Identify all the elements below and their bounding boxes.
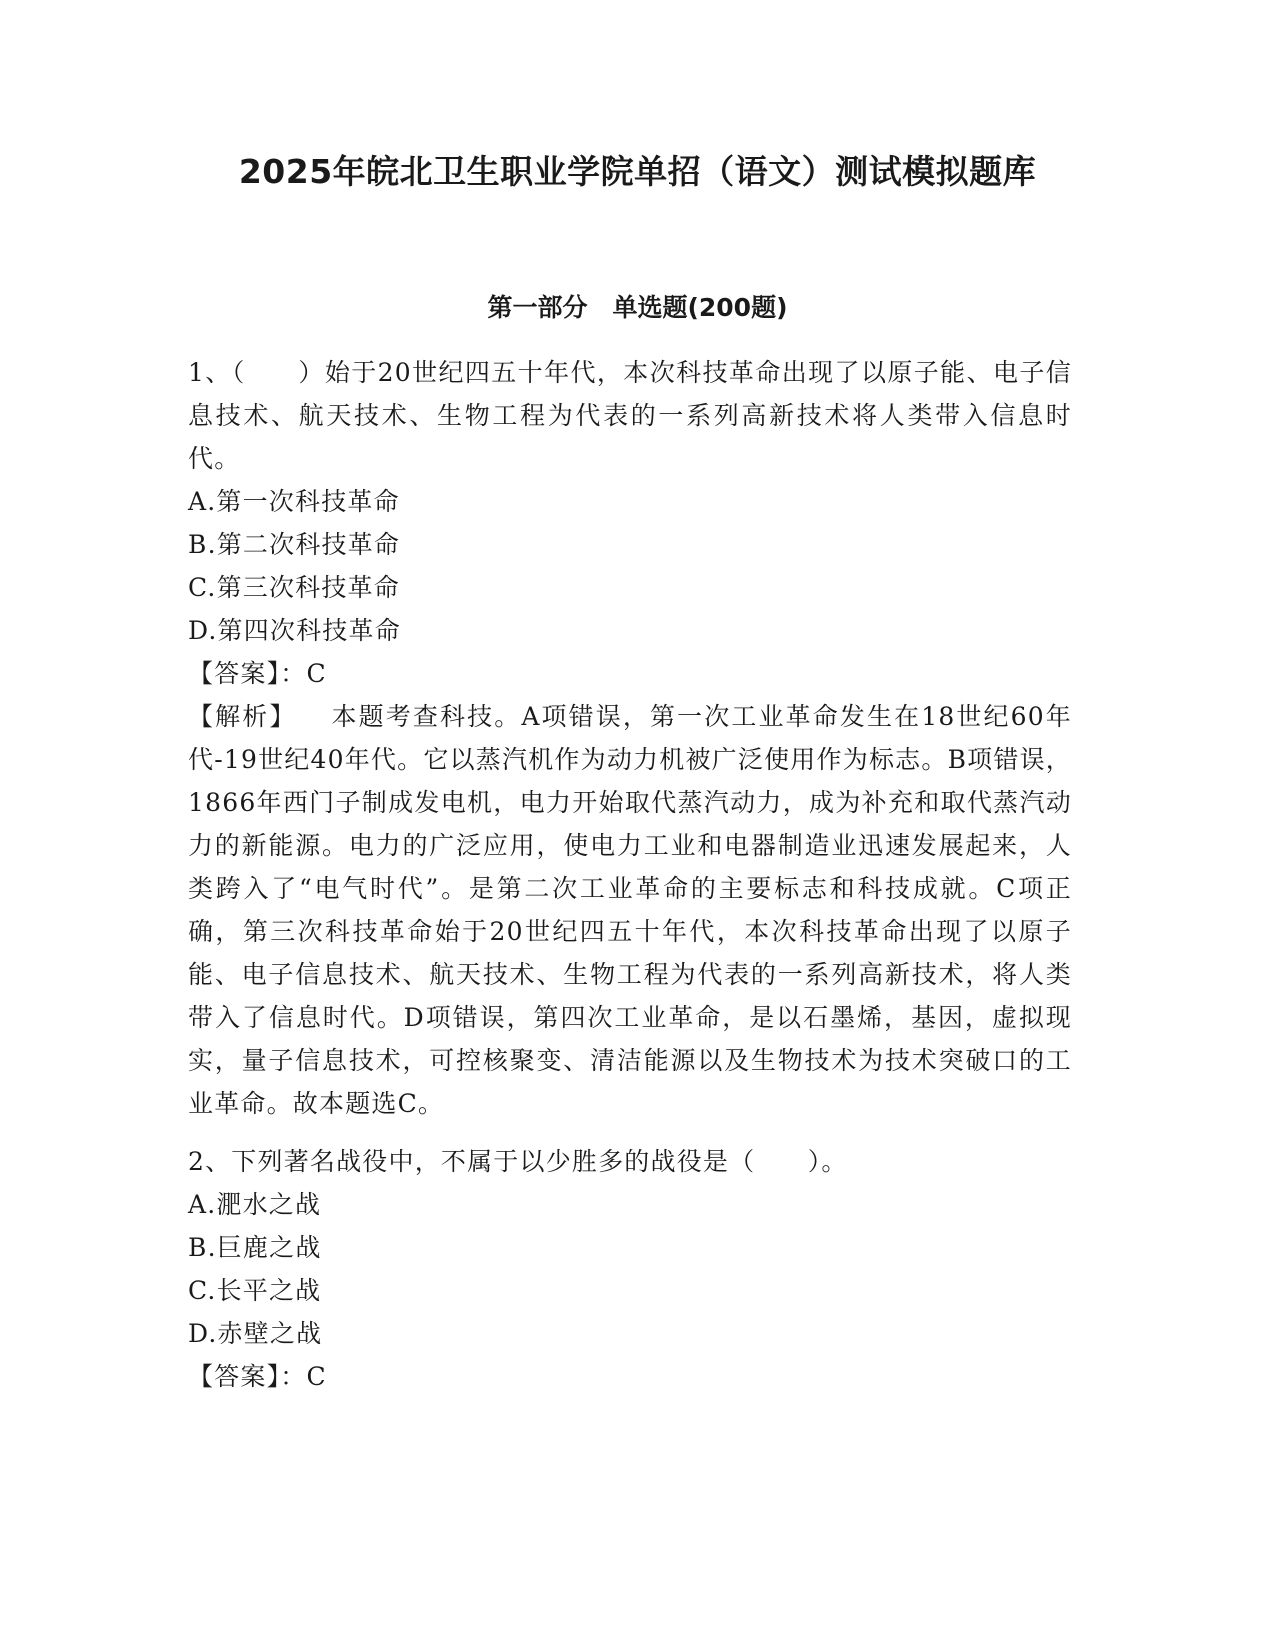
answer-value: C [306, 1362, 327, 1391]
question-stem: 2、下列著名战役中，不属于以少胜多的战役是（ ）。 [188, 1147, 848, 1176]
question-list [188, 351, 1072, 1398]
option-c: C.第三次科技革命 [188, 573, 400, 602]
section-title: 第一部分 单选题(200题) [487, 293, 788, 322]
option-d: D.第四次科技革命 [188, 616, 401, 645]
question-1 [188, 351, 1072, 1125]
option-b: B.巨鹿之战 [188, 1233, 322, 1262]
question-stem: 1、（ ）始于20世纪四五十年代，本次科技革命出现了以原子能、电子信息技术、航天技术、生物工程为代表的一系列高新技术将人类带入信息时代。 [188, 358, 1072, 473]
option-a: A.淝水之战 [188, 1190, 322, 1219]
answer-label: 【答案】： [188, 659, 307, 688]
answer-label: 【答案】： [188, 1362, 307, 1391]
answer-line [188, 1355, 1072, 1398]
explanation [188, 695, 1072, 1125]
question-2 [188, 1140, 1072, 1398]
document-title: 2025年皖北卫生职业学院单招（语文）测试模拟题库 [238, 152, 1037, 191]
option-d: D.赤壁之战 [188, 1319, 323, 1348]
option-b: B.第二次科技革命 [188, 530, 401, 559]
answer-line [188, 652, 1072, 695]
answer-value: C [306, 659, 327, 688]
explanation-text: 本题考查科技。A项错误，第一次工业革命发生在18世纪60年代-19世纪40年代。它以蒸汽机作为动力机被广泛使用作为标志。B项错误，1866年西门子制成发电机，电力开始取代蒸汽动力，成为补充和取代蒸汽动力的新能源。电力的广泛应用，使电力工业和电器制造业迅速发展起来，人类跨入了“电气时代”。是第二次工业革命的主要标志和科技成就。C项正确，第三次科技革命始于20世纪四五十年代，本次科技革命出现了以原子能、电子信息技术、航天技术、生物工程为代表的一系列高新技术，将人类带入了信息时代。D项错误，第四次工业革命，是以石墨烯，基因，虚拟现实，量子信息技术，可控核聚变、清洁能源以及生物技术为技术突破口的工业革命。故本题选C。 [188, 702, 1072, 1118]
option-a: A.第一次科技革命 [188, 487, 400, 516]
option-c: C.长平之战 [188, 1276, 322, 1305]
explanation-label: 【解析】 [188, 702, 297, 731]
